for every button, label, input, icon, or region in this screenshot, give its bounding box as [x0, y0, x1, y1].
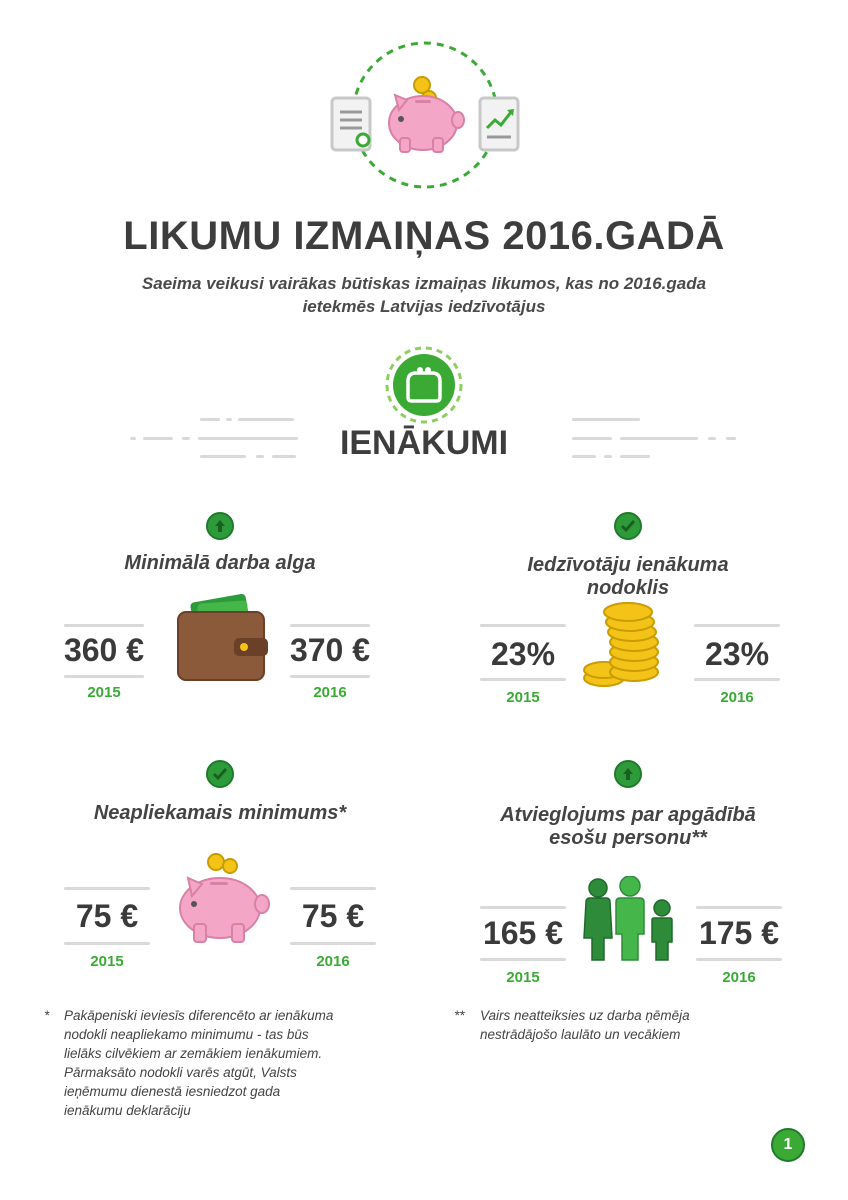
subtitle-line-1: Saeima veikusi vairākas būtiskas izmaiņas likumos, kas no 2016.gada	[141, 274, 707, 293]
year-2015: 2015	[90, 953, 124, 970]
year-2016: 2016	[720, 689, 754, 706]
page-subtitle	[100, 272, 748, 318]
check-icon	[614, 512, 642, 540]
subtitle-line-2: ietekmēs Latvijas iedzīvotājus	[302, 297, 546, 316]
footnote-line: Pārmaksāto nodokli varēs atgūt, Valsts	[64, 1065, 297, 1080]
coins-icon	[582, 600, 678, 692]
card-title-min-wage	[60, 552, 380, 575]
year-2016: 2016	[313, 684, 347, 701]
check-icon	[206, 760, 234, 788]
footnote-line: lielāks cilvēkiem ar zemākiem ienākumiem.	[64, 1046, 323, 1061]
value-2015: 165 €	[482, 915, 564, 951]
card-title-line: Minimālā darba alga	[124, 552, 316, 574]
value-2016: 75 €	[301, 898, 365, 934]
family-icon	[582, 876, 678, 962]
piggy-bank-icon	[172, 852, 272, 948]
year-2016: 2016	[722, 969, 756, 986]
piggy-bank-icon	[389, 77, 464, 152]
value-2016: 23%	[704, 636, 770, 672]
year-2016: 2016	[316, 953, 350, 970]
value-2015: 23%	[490, 636, 556, 672]
footnote-left	[64, 1006, 404, 1120]
card-title-nontaxable-minimum	[60, 802, 380, 825]
wallet-icon	[174, 590, 270, 686]
section-title: IENĀKUMI	[339, 424, 509, 462]
document-icon	[332, 98, 370, 150]
footnote-marker-right: **	[454, 1008, 465, 1023]
page-number: 1	[771, 1128, 805, 1162]
footnote-line: nestrādājošo laulāto un vecākiem	[480, 1027, 681, 1042]
value-2016: 175 €	[698, 915, 780, 951]
card-title-line: esošu personu**	[549, 827, 707, 849]
footnote-line: ienākumu deklarāciju	[64, 1103, 191, 1118]
year-2015: 2015	[506, 689, 540, 706]
value-2016: 370 €	[289, 632, 371, 668]
hero-illustration	[325, 40, 525, 195]
card-title-line: nodoklis	[586, 577, 670, 599]
page-title: LIKUMU IZMAIŅAS 2016.GADĀ	[123, 214, 725, 258]
card-title-dependent-relief	[468, 804, 788, 850]
value-2015: 360 €	[63, 632, 145, 668]
arrow-up-icon	[614, 760, 642, 788]
year-2015: 2015	[506, 969, 540, 986]
footnote-line: nodokli neapliekamo minimumu - tas būs	[64, 1027, 309, 1042]
footnote-marker-left: *	[44, 1008, 50, 1023]
card-title-line: Iedzīvotāju ienākuma	[527, 554, 729, 576]
footnote-line: Vairs neatteiksies uz darba ņēmēja	[480, 1008, 690, 1023]
chart-document-icon	[480, 98, 518, 150]
year-2015: 2015	[87, 684, 121, 701]
footnote-line: ieņēmumu dienestā iesniedzot gada	[64, 1084, 281, 1099]
card-title-line: Neapliekamais minimums*	[93, 802, 347, 824]
purse-icon	[384, 345, 464, 425]
footnote-right	[480, 1006, 820, 1044]
arrow-up-icon	[206, 512, 234, 540]
card-title-line: Atvieglojums par apgādībā	[500, 804, 756, 826]
card-title-income-tax	[468, 554, 788, 600]
value-2015: 75 €	[75, 898, 139, 934]
footnote-line: Pakāpeniski ieviesīs diferencēto ar ienākuma	[64, 1008, 334, 1023]
